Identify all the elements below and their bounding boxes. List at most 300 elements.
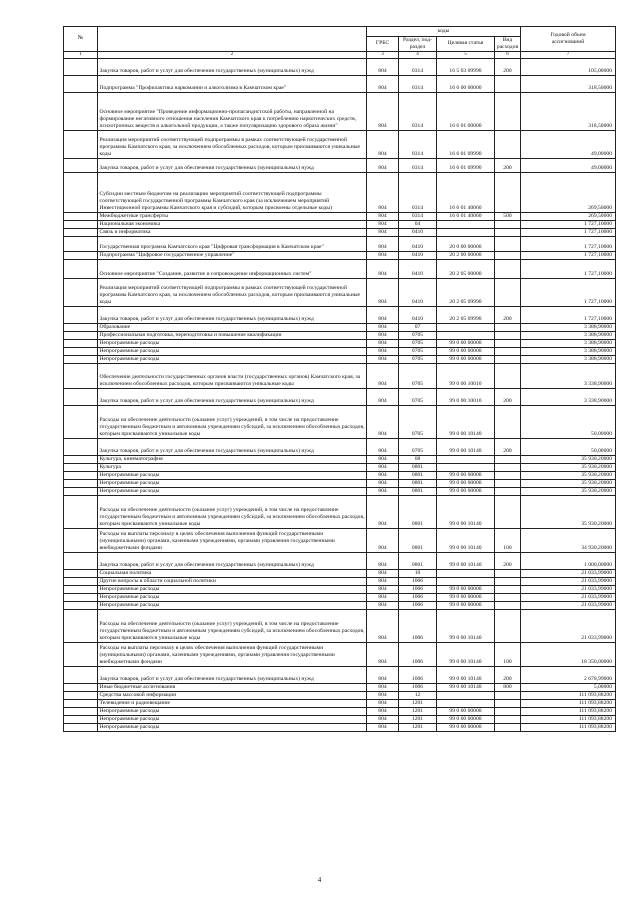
row-target-cell	[437, 578, 495, 586]
row-name-cell: Субсидии местным бюджетам на реализацию мероприятий соответствующей подпрограммы соответствующей государственной программы Камчатского края (за исключением мероприятий Инвестиционной программы Камчатского края и субсидий, которым присвоены отдельные коды)	[98, 173, 367, 213]
row-razdel-cell: 1006	[399, 610, 437, 643]
row-number-cell	[64, 389, 98, 406]
table-row	[64, 578, 616, 586]
row-number-cell	[64, 724, 98, 732]
row-number-cell	[64, 279, 98, 307]
row-sum-cell: 35 930,20000	[521, 456, 616, 464]
table-row	[64, 59, 616, 76]
row-name-cell: Закупка товаров, работ и услуг для обеспечения государственных (муниципальных) нужд	[98, 389, 367, 406]
table-row	[64, 724, 616, 732]
row-target-cell: 99 0 00 00000	[437, 488, 495, 496]
row-vid-cell	[495, 464, 521, 472]
row-name-cell: Основное мероприятие "Проведение информационно-пропагандистской работы, направленной на формирование негативного отношения населения Камчатского края к потреблению наркотических средств, психотропных веществ и алкогольной продукции, а также популяризацию здорового образа жизни"	[98, 93, 367, 131]
row-target-cell: 16 6 01 09990	[437, 131, 495, 159]
table-row	[64, 237, 616, 252]
row-target-cell	[437, 464, 495, 472]
row-sum-cell: 1 727,10000	[521, 237, 616, 252]
row-name-cell: Непрограммные расходы	[98, 356, 367, 364]
row-vid-cell: 500	[495, 213, 521, 221]
table-row	[64, 364, 616, 389]
row-sum-cell: 3 338,90000	[521, 364, 616, 389]
row-name-cell: Другие вопросы в области социальной политики	[98, 578, 367, 586]
budget-table-page	[63, 26, 615, 732]
row-number-cell	[64, 252, 98, 260]
row-number-cell	[64, 439, 98, 456]
row-razdel-cell: 1006	[399, 684, 437, 692]
row-grbs-cell: 804	[367, 159, 399, 173]
row-sum-cell: 269,50000	[521, 213, 616, 221]
row-sum-cell: 21 033,99000	[521, 586, 616, 594]
row-number-cell	[64, 488, 98, 496]
row-sum-cell: 3 338,90000	[521, 389, 616, 406]
row-number-cell	[64, 324, 98, 332]
row-number-cell	[64, 716, 98, 724]
row-vid-cell: 200	[495, 553, 521, 570]
row-name-cell: Национальная экономика	[98, 221, 367, 229]
table-row	[64, 307, 616, 324]
row-target-cell: 16 6 01 40060	[437, 173, 495, 213]
row-grbs-cell: 804	[367, 237, 399, 252]
row-grbs-cell: 804	[367, 578, 399, 586]
table-row	[64, 529, 616, 553]
row-sum-cell: 1 727,10000	[521, 279, 616, 307]
table-row	[64, 406, 616, 439]
table-row	[64, 159, 616, 173]
row-grbs-cell: 804	[367, 594, 399, 602]
row-razdel-cell: 0801	[399, 496, 437, 529]
table-row	[64, 602, 616, 610]
table-row	[64, 496, 616, 529]
row-grbs-cell: 804	[367, 324, 399, 332]
row-target-cell: 99 0 00 00000	[437, 708, 495, 716]
row-razdel-cell: 0410	[399, 229, 437, 237]
row-vid-cell	[495, 488, 521, 496]
row-razdel-cell: 1201	[399, 700, 437, 708]
row-grbs-cell: 804	[367, 464, 399, 472]
row-sum-cell: 35 930,20000	[521, 488, 616, 496]
table-row	[64, 221, 616, 229]
row-grbs-cell: 804	[367, 131, 399, 159]
row-vid-cell	[495, 229, 521, 237]
row-sum-cell: 21 033,99000	[521, 594, 616, 602]
row-number-cell	[64, 643, 98, 667]
row-number-cell	[64, 684, 98, 692]
row-target-cell: 20 2 05 09990	[437, 279, 495, 307]
row-vid-cell: 100	[495, 529, 521, 553]
row-name-cell: Реализация мероприятий соответствующей подпрограммы в рамках соответствующей государственной программы Камчатского края, за исключением обособленных расходов, которым присваиваются уникальные коды	[98, 279, 367, 307]
row-sum-cell: 5,00000	[521, 684, 616, 692]
row-vid-cell	[495, 610, 521, 643]
row-name-cell: Расходы на выплаты персоналу в целях обеспечения выполнения функций государственными (муниципальными) органами, казенными учреждениями, органами управления государственными внебюджетными фондами	[98, 643, 367, 667]
row-sum-cell: 111 093,88200	[521, 708, 616, 716]
row-name-cell: Телевидение и радиовещание	[98, 700, 367, 708]
row-target-cell: 20 0 00 00000	[437, 237, 495, 252]
row-target-cell: 20 2 00 00000	[437, 252, 495, 260]
row-number-cell	[64, 213, 98, 221]
row-name-cell: Закупка товаров, работ и услуг для обеспечения государственных (муниципальных) нужд	[98, 553, 367, 570]
row-sum-cell: 49,00000	[521, 159, 616, 173]
row-vid-cell	[495, 356, 521, 364]
row-razdel-cell: 0410	[399, 252, 437, 260]
row-grbs-cell: 804	[367, 456, 399, 464]
row-name-cell: Расходы на выплаты персоналу в целях обеспечения выполнения функций государственными (муниципальными) органами, казенными учреждениями, органами управления государственными внебюджетными фондами	[98, 529, 367, 553]
row-target-cell: 99 0 00 10140	[437, 667, 495, 684]
row-vid-cell	[495, 279, 521, 307]
row-name-cell: Подпрограмма "Профилактика наркомании и алкоголизма в Камчатском крае"	[98, 76, 367, 93]
row-sum-cell: 269,50000	[521, 173, 616, 213]
row-name-cell: Закупка товаров, работ и услуг для обеспечения государственных (муниципальных) нужд	[98, 307, 367, 324]
row-razdel-cell: 0705	[399, 356, 437, 364]
row-vid-cell	[495, 692, 521, 700]
row-sum-cell: 35 930,20000	[521, 480, 616, 488]
header-razdel: Раздел, под- раздел	[399, 37, 437, 52]
row-name-cell: Культура	[98, 464, 367, 472]
row-vid-cell	[495, 586, 521, 594]
row-grbs-cell: 804	[367, 610, 399, 643]
row-vid-cell	[495, 340, 521, 348]
row-razdel-cell: 1201	[399, 724, 437, 732]
row-number-cell	[64, 700, 98, 708]
row-name-cell: Социальная политика	[98, 570, 367, 578]
row-number-cell	[64, 602, 98, 610]
row-number-cell	[64, 406, 98, 439]
row-razdel-cell: 1006	[399, 578, 437, 586]
row-target-cell: 16 6 01 40060	[437, 213, 495, 221]
row-grbs-cell: 804	[367, 700, 399, 708]
table-row	[64, 716, 616, 724]
header-number: №	[64, 27, 98, 52]
row-razdel-cell: 0801	[399, 529, 437, 553]
row-grbs-cell: 804	[367, 602, 399, 610]
table-row	[64, 389, 616, 406]
row-razdel-cell: 0314	[399, 159, 437, 173]
row-grbs-cell: 804	[367, 488, 399, 496]
header-name	[98, 27, 367, 52]
header-target: Целевая статья	[437, 37, 495, 52]
row-razdel-cell: 0705	[399, 439, 437, 456]
row-sum-cell: 3 388,90000	[521, 356, 616, 364]
row-target-cell: 99 0 00 10140	[437, 496, 495, 529]
table-row	[64, 700, 616, 708]
row-vid-cell	[495, 324, 521, 332]
row-grbs-cell: 804	[367, 348, 399, 356]
table-row	[64, 324, 616, 332]
row-razdel-cell: 1201	[399, 716, 437, 724]
table-row	[64, 667, 616, 684]
row-grbs-cell: 804	[367, 716, 399, 724]
row-target-cell: 99 0 00 00000	[437, 594, 495, 602]
row-number-cell	[64, 496, 98, 529]
row-vid-cell	[495, 76, 521, 93]
row-target-cell	[437, 700, 495, 708]
row-name-cell: Профессиональная подготовка, переподготовка и повышение квалификации	[98, 332, 367, 340]
table-row	[64, 173, 616, 213]
row-number-cell	[64, 59, 98, 76]
row-sum-cell: 1 727,10000	[521, 307, 616, 324]
table-row	[64, 570, 616, 578]
budget-table	[63, 26, 616, 732]
row-razdel-cell: 0410	[399, 279, 437, 307]
row-number-cell	[64, 578, 98, 586]
row-razdel-cell: 0410	[399, 260, 437, 279]
row-name-cell: Непрограммные расходы	[98, 724, 367, 732]
row-target-cell	[437, 456, 495, 464]
row-vid-cell: 200	[495, 159, 521, 173]
row-target-cell: 20 2 05 00000	[437, 260, 495, 279]
row-name-cell: Непрограммные расходы	[98, 488, 367, 496]
row-target-cell: 99 0 00 10010	[437, 364, 495, 389]
row-number-cell	[64, 159, 98, 173]
row-grbs-cell: 804	[367, 406, 399, 439]
row-name-cell: Расходы на обеспечение деятельности (оказание услуг) учреждений, в том числе на предоставление государственным бюджетным и автономным учреждениям субсидий, за исключением обособленных расходов, которым присваиваются уникальные коды	[98, 406, 367, 439]
row-vid-cell	[495, 700, 521, 708]
row-name-cell: Непрограммные расходы	[98, 602, 367, 610]
row-sum-cell: 1 727,10000	[521, 229, 616, 237]
row-razdel-cell: 1006	[399, 586, 437, 594]
row-razdel-cell: 0801	[399, 480, 437, 488]
row-number-cell	[64, 594, 98, 602]
row-sum-cell: 3 388,90000	[521, 340, 616, 348]
row-number-cell	[64, 131, 98, 159]
row-target-cell	[437, 332, 495, 340]
row-vid-cell	[495, 602, 521, 610]
row-target-cell: 16 6 00 00000	[437, 76, 495, 93]
row-vid-cell	[495, 406, 521, 439]
header-vid: Вид расходов	[495, 37, 521, 52]
row-grbs-cell: 804	[367, 643, 399, 667]
row-grbs-cell: 804	[367, 570, 399, 578]
row-vid-cell	[495, 173, 521, 213]
row-target-cell	[437, 570, 495, 578]
table-row	[64, 340, 616, 348]
row-name-cell: Расходы на обеспечение деятельности (оказание услуг) учреждений, в том числе на предоставление государственным бюджетным и автономным учреждениям субсидий, за исключением обособленных расходов, которым присваиваются уникальные коды	[98, 610, 367, 643]
row-grbs-cell: 804	[367, 439, 399, 456]
row-name-cell: Культура, кинематография	[98, 456, 367, 464]
row-grbs-cell: 804	[367, 364, 399, 389]
row-grbs-cell: 804	[367, 59, 399, 76]
col-number: 7	[521, 51, 616, 58]
row-sum-cell: 18 350,00000	[521, 643, 616, 667]
row-razdel-cell: 1006	[399, 594, 437, 602]
row-razdel-cell: 0801	[399, 553, 437, 570]
row-vid-cell: 200	[495, 667, 521, 684]
row-name-cell: Непрограммные расходы	[98, 348, 367, 356]
row-target-cell: 99 0 00 00000	[437, 586, 495, 594]
row-target-cell: 16 6 01 00000	[437, 93, 495, 131]
row-sum-cell: 50,00000	[521, 406, 616, 439]
row-grbs-cell: 804	[367, 553, 399, 570]
row-target-cell: 99 0 00 00000	[437, 724, 495, 732]
row-vid-cell	[495, 716, 521, 724]
row-razdel-cell: 0314	[399, 213, 437, 221]
row-name-cell: Непрограммные расходы	[98, 340, 367, 348]
table-row	[64, 332, 616, 340]
row-sum-cell: 21 033,99000	[521, 610, 616, 643]
row-sum-cell: 105,00000	[521, 59, 616, 76]
row-number-cell	[64, 553, 98, 570]
row-target-cell	[437, 221, 495, 229]
row-vid-cell	[495, 472, 521, 480]
row-target-cell: 99 0 00 00000	[437, 348, 495, 356]
row-vid-cell: 200	[495, 59, 521, 76]
row-number-cell	[64, 93, 98, 131]
row-sum-cell: 318,50000	[521, 76, 616, 93]
table-row	[64, 260, 616, 279]
row-sum-cell: 49,00000	[521, 131, 616, 159]
row-name-cell: Средства массовой информации	[98, 692, 367, 700]
row-name-cell: Реализация мероприятий соответствующей подпрограммы в рамках соответствующей государственной программы Камчатского края, за исключением обособленных расходов, которым присваиваются уникальные коды	[98, 131, 367, 159]
row-number-cell	[64, 229, 98, 237]
row-target-cell: 99 0 00 10140	[437, 529, 495, 553]
row-target-cell: 99 0 00 00000	[437, 356, 495, 364]
row-target-cell: 16 5 03 09990	[437, 59, 495, 76]
table-row	[64, 131, 616, 159]
row-number-cell	[64, 332, 98, 340]
row-sum-cell: 50,00000	[521, 439, 616, 456]
row-name-cell: Основное мероприятие "Создание, развитие и сопровождение информационных систем"	[98, 260, 367, 279]
header-grbs: ГРБС	[367, 37, 399, 52]
row-target-cell	[437, 324, 495, 332]
table-row	[64, 229, 616, 237]
row-target-cell: 99 0 00 10140	[437, 406, 495, 439]
row-vid-cell	[495, 578, 521, 586]
row-number-cell	[64, 456, 98, 464]
row-vid-cell	[495, 221, 521, 229]
row-name-cell: Закупка товаров, работ и услуг для обеспечения государственных (муниципальных) нужд	[98, 667, 367, 684]
row-sum-cell: 21 033,99000	[521, 570, 616, 578]
row-sum-cell: 21 033,99000	[521, 578, 616, 586]
row-number-cell	[64, 480, 98, 488]
row-grbs-cell: 804	[367, 684, 399, 692]
table-row	[64, 610, 616, 643]
row-razdel-cell: 0410	[399, 307, 437, 324]
row-number-cell	[64, 237, 98, 252]
row-sum-cell: 21 033,99000	[521, 602, 616, 610]
row-grbs-cell: 804	[367, 221, 399, 229]
table-row	[64, 252, 616, 260]
row-sum-cell: 111 093,88200	[521, 692, 616, 700]
row-grbs-cell: 804	[367, 173, 399, 213]
row-sum-cell: 318,50000	[521, 93, 616, 131]
row-razdel-cell: 0705	[399, 332, 437, 340]
table-row	[64, 356, 616, 364]
column-number-row	[64, 51, 616, 58]
row-sum-cell: 35 930,20000	[521, 464, 616, 472]
table-row	[64, 586, 616, 594]
table-row	[64, 684, 616, 692]
row-name-cell: Закупка товаров, работ и услуг для обеспечения государственных (муниципальных) нужд	[98, 59, 367, 76]
table-row	[64, 472, 616, 480]
row-grbs-cell: 804	[367, 260, 399, 279]
row-grbs-cell: 804	[367, 279, 399, 307]
table-row	[64, 93, 616, 131]
row-name-cell: Непрограммные расходы	[98, 594, 367, 602]
row-razdel-cell: 0314	[399, 131, 437, 159]
row-vid-cell	[495, 364, 521, 389]
row-razdel-cell: 0705	[399, 406, 437, 439]
row-vid-cell	[495, 332, 521, 340]
row-vid-cell	[495, 570, 521, 578]
row-target-cell: 99 0 00 00000	[437, 472, 495, 480]
row-name-cell: Непрограммные расходы	[98, 708, 367, 716]
row-razdel-cell: 08	[399, 456, 437, 464]
row-sum-cell: 3 388,90000	[521, 332, 616, 340]
row-razdel-cell: 0705	[399, 340, 437, 348]
row-number-cell	[64, 472, 98, 480]
row-razdel-cell: 0314	[399, 76, 437, 93]
row-name-cell: Непрограммные расходы	[98, 716, 367, 724]
row-number-cell	[64, 708, 98, 716]
col-number: 5	[437, 51, 495, 58]
table-row	[64, 213, 616, 221]
table-row	[64, 643, 616, 667]
row-sum-cell: 111 093,88200	[521, 724, 616, 732]
row-name-cell: Расходы на обеспечение деятельности (оказание услуг) учреждений, в том числе на предоставление государственным бюджетным и автономным учреждениям субсидий, за исключением обособленных расходов, которым присваиваются уникальные коды	[98, 496, 367, 529]
page-number: 4	[317, 876, 322, 884]
row-vid-cell: 200	[495, 439, 521, 456]
row-number-cell	[64, 348, 98, 356]
row-grbs-cell: 804	[367, 213, 399, 221]
row-vid-cell	[495, 724, 521, 732]
row-razdel-cell: 07	[399, 324, 437, 332]
row-target-cell	[437, 229, 495, 237]
row-vid-cell	[495, 456, 521, 464]
row-number-cell	[64, 173, 98, 213]
table-row	[64, 464, 616, 472]
row-name-cell: Государственная программа Камчатского края "Цифровая трансформация в Камчатском крае"	[98, 237, 367, 252]
header-codes: коды	[367, 27, 521, 37]
row-vid-cell: 200	[495, 307, 521, 324]
table-row	[64, 488, 616, 496]
row-sum-cell: 2 678,99000	[521, 667, 616, 684]
row-target-cell: 99 0 00 00000	[437, 480, 495, 488]
row-razdel-cell: 1006	[399, 667, 437, 684]
row-number-cell	[64, 692, 98, 700]
row-target-cell: 99 0 00 10140	[437, 439, 495, 456]
row-sum-cell: 35 930,20000	[521, 496, 616, 529]
table-row	[64, 594, 616, 602]
row-target-cell: 20 2 05 09990	[437, 307, 495, 324]
row-sum-cell: 111 093,88200	[521, 700, 616, 708]
row-razdel-cell: 0705	[399, 348, 437, 356]
row-razdel-cell: 0314	[399, 93, 437, 131]
row-number-cell	[64, 356, 98, 364]
row-vid-cell: 800	[495, 684, 521, 692]
row-grbs-cell: 804	[367, 356, 399, 364]
row-razdel-cell: 0801	[399, 488, 437, 496]
row-razdel-cell: 04	[399, 221, 437, 229]
row-number-cell	[64, 586, 98, 594]
row-razdel-cell: 0801	[399, 472, 437, 480]
row-name-cell: Образование	[98, 324, 367, 332]
row-razdel-cell: 0705	[399, 389, 437, 406]
row-number-cell	[64, 610, 98, 643]
row-vid-cell	[495, 496, 521, 529]
row-vid-cell	[495, 131, 521, 159]
row-target-cell: 99 0 00 10140	[437, 610, 495, 643]
row-target-cell: 99 0 00 00000	[437, 602, 495, 610]
row-vid-cell	[495, 480, 521, 488]
row-name-cell: Подпрограмма "Цифровое государственное управление"	[98, 252, 367, 260]
row-grbs-cell: 804	[367, 76, 399, 93]
row-sum-cell: 1 000,00000	[521, 553, 616, 570]
row-grbs-cell: 804	[367, 708, 399, 716]
col-number: 1	[64, 51, 98, 58]
row-grbs-cell: 804	[367, 332, 399, 340]
row-vid-cell	[495, 708, 521, 716]
row-name-cell: Обеспечение деятельности государственных органов власти (государственных органов) Камчатского края, за исключением обособленных расходов, которым присваиваются уникальные коды	[98, 364, 367, 389]
row-target-cell: 99 0 00 00000	[437, 716, 495, 724]
